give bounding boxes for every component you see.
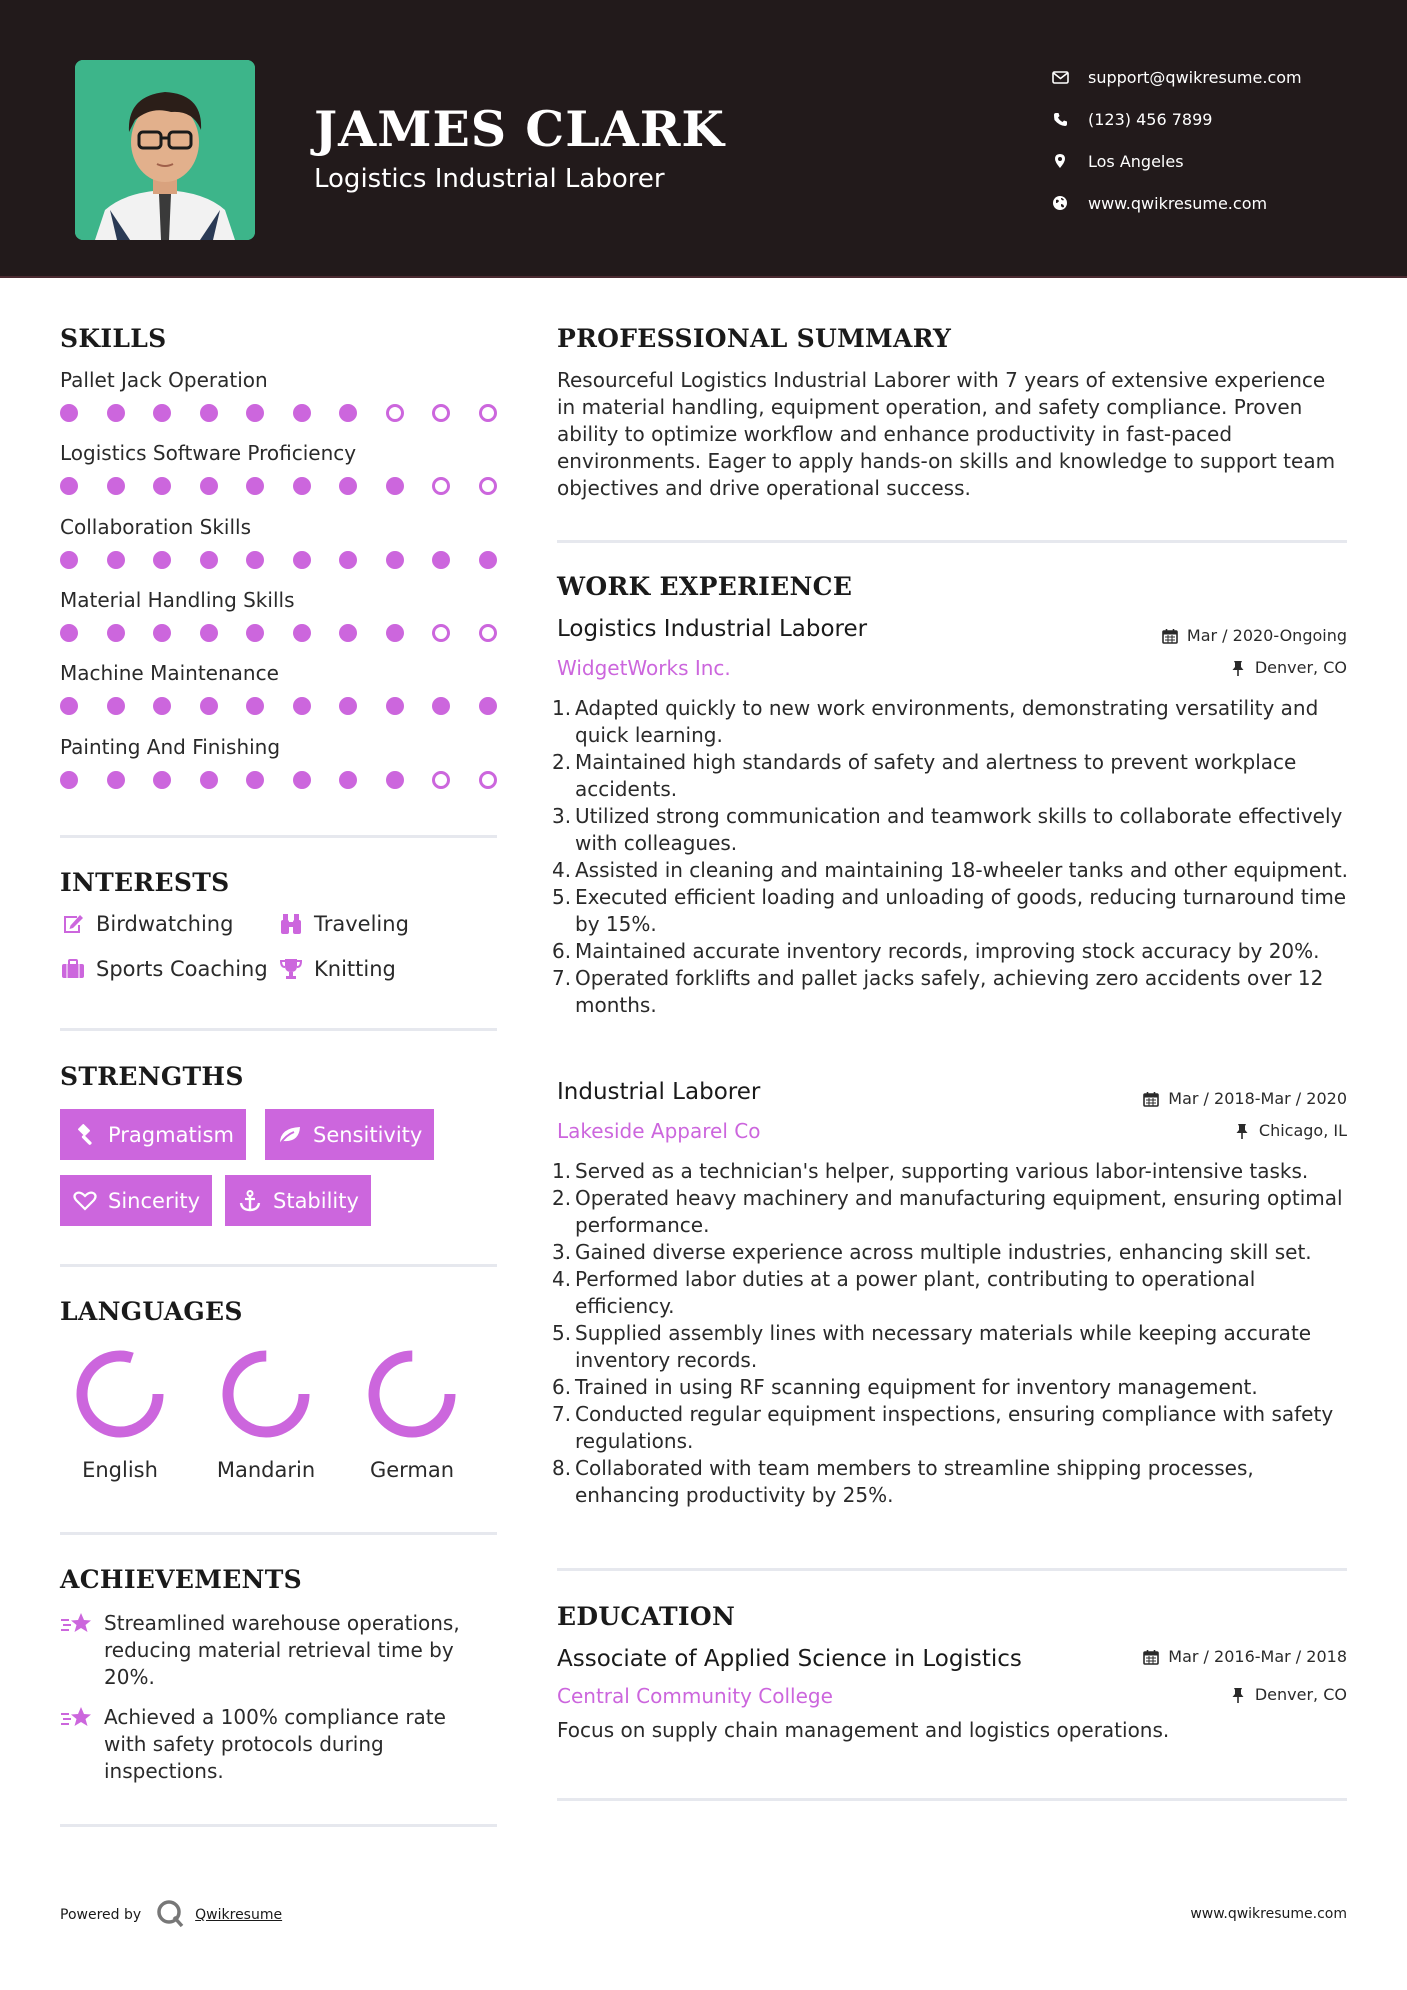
responsibility-text: Served as a technician's helper, supporting various labor-intensive tasks. [575,1159,1309,1183]
rating-dot-filled [60,697,78,715]
list-number: 3. [552,804,572,828]
interest-label: Sports Coaching [96,957,268,981]
interests-divider [60,1028,497,1031]
skill-name: Painting And Finishing [60,734,281,759]
rating-dot-filled [293,477,311,495]
skill-rating [60,771,525,789]
strength-label: Pragmatism [108,1122,234,1147]
achievement-item [60,1704,490,1785]
rating-dot-filled [200,697,218,715]
rating-dot-filled [107,477,125,495]
responsibility-text: Utilized strong communication and teamwork skills to collaborate effectively with colleagues. [575,804,1343,855]
list-number: 8. [552,1456,572,1480]
rating-dot-filled [60,771,78,789]
language-proficiency-ring [220,1348,312,1440]
pushpin-icon [1229,1686,1247,1704]
job-location [1229,658,1347,677]
strength-label: Sensitivity [313,1122,423,1147]
list-number: 5. [552,1321,572,1345]
list-number: 5. [552,885,572,909]
interest-item [60,956,268,982]
skill-name: Pallet Jack Operation [60,368,268,392]
job-location [1233,1121,1347,1140]
skill-rating [60,404,525,422]
contact-list [1050,56,1302,224]
responsibility-text: Collaborated with team members to streamline shipping processes, enhancing productivity by 25%. [575,1456,1254,1507]
responsibility-item [552,938,1352,965]
rating-dot-filled [107,551,125,569]
rating-dot-filled [339,551,357,569]
anchor-icon [237,1188,263,1214]
responsibility-text: Gained diverse experience across multiple industries, enhancing skill set. [575,1240,1312,1264]
responsibility-item [552,1239,1352,1266]
briefcase-icon [60,956,86,982]
contact-email-text: support@qwikresume.com [1088,67,1302,87]
job-title: Logistics Industrial Laborer [557,616,868,642]
language-item [196,1348,336,1482]
responsibility-text: Executed efficient loading and unloading of goods, reducing turnaround time by 15%. [575,885,1347,936]
envelope-icon [1050,67,1070,87]
responsibility-item [552,884,1352,938]
language-proficiency-arc [82,1356,158,1432]
education-dates [1142,1647,1347,1666]
job-location-text: Denver, CO [1254,658,1347,677]
strength-tag [225,1175,371,1226]
rating-dot-filled [153,551,171,569]
rating-dot-filled [339,771,357,789]
skill-rating [60,624,525,642]
job-title: Industrial Laborer [557,1079,761,1105]
rating-dot-filled [200,624,218,642]
list-number: 4. [552,858,572,882]
responsibility-text: Conducted regular equipment inspections, ensuring compliance with safety regulations. [575,1402,1334,1453]
job-dates-text: Mar / 2018-Mar / 2020 [1168,1089,1347,1108]
list-number: 3. [552,1240,572,1264]
interest-label: Birdwatching [96,912,234,936]
skill-name: Machine Maintenance [60,661,279,686]
leaf-icon [277,1122,303,1148]
achievements-divider [60,1824,497,1827]
job-dates [1161,626,1347,645]
responsibility-text: Assisted in cleaning and maintaining 18-wheeler tanks and other equipment. [575,858,1349,882]
job-responsibilities [552,1158,1352,1509]
heart-icon [72,1188,98,1214]
company-name: WidgetWorks Inc. [557,656,731,680]
responsibility-text: Maintained high standards of safety and alertness to prevent workplace accidents. [575,750,1297,801]
rating-dot-empty [432,404,450,422]
rating-dot-empty [479,477,497,495]
interest-item [278,956,396,982]
responsibility-text: Operated heavy machinery and manufacturing equipment, ensuring optimal performance. [575,1186,1343,1237]
qwikresume-logo-icon [155,1898,185,1932]
summary-divider [557,540,1347,543]
rating-dot-filled [293,551,311,569]
list-number: 7. [552,1402,572,1426]
responsibility-item [552,857,1352,884]
rating-dot-empty [479,404,497,422]
calendar-icon [1142,1648,1160,1666]
rating-dot-filled [200,404,218,422]
rating-dot-filled [107,697,125,715]
skill-name: Material Handling Skills [60,587,295,612]
responsibility-item [552,1320,1352,1374]
language-name: German [369,1458,455,1482]
candidate-name: JAMES CLARK [314,100,726,158]
footer-powered-by [60,1898,282,1932]
language-proficiency-ring [366,1348,458,1440]
summary-heading: PROFESSIONAL SUMMARY [557,324,952,353]
education-divider [557,1798,1347,1801]
list-number: 1. [552,696,572,720]
achievement-text: Streamlined warehouse operations, reducing material retrieval time by 20%. [104,1611,460,1689]
rating-dot-filled [293,404,311,422]
rating-dot-filled [153,477,171,495]
location-pin-icon [1050,151,1070,171]
calendar-icon [1161,627,1179,645]
job-dates [1142,1089,1347,1108]
strength-label: Sincerity [108,1188,201,1213]
interest-item [278,911,409,937]
languages-heading: LANGUAGES [60,1297,243,1326]
responsibility-text: Operated forklifts and pallet jacks safely, achieving zero accidents over 12 months. [575,966,1324,1017]
rating-dot-empty [386,404,404,422]
responsibility-text: Adapted quickly to new work environments, demonstrating versatility and quick learning. [575,696,1319,747]
summary-text: Resourceful Logistics Industrial Laborer with 7 years of extensive experience in material handling, equipment operation, and safety compliance. Proven ability to optimize workflow and enhance productivity in fast-paced environments. Eager to apply hands-on skills and knowledge to support team objectives and drive operational success. [557,368,1336,500]
rating-dot-filled [246,404,264,422]
rating-dot-filled [107,404,125,422]
strength-tag [265,1109,434,1160]
company-name: Lakeside Apparel Co [557,1119,761,1143]
responsibility-item [552,1374,1352,1401]
contact-phone[interactable] [1050,98,1302,140]
gavel-icon [72,1122,98,1148]
strengths-heading: STRENGTHS [60,1062,244,1091]
rating-dot-empty [432,477,450,495]
shooting-star-icon [60,1704,94,1734]
rating-dot-filled [200,477,218,495]
responsibility-text: Performed labor duties at a power plant, contributing to operational efficiency. [575,1267,1256,1318]
skill-name: Collaboration Skills [60,514,252,539]
header-divider [0,276,1407,278]
responsibility-item [552,749,1352,803]
achievement-text: Achieved a 100% compliance rate with safety protocols during inspections. [104,1705,446,1783]
rating-dot-filled [479,697,497,715]
contact-phone-text: (123) 456 7899 [1088,109,1213,129]
responsibility-item [552,1266,1352,1320]
phone-icon [1050,109,1070,129]
list-number: 1. [552,1159,572,1183]
rating-dot-filled [246,477,264,495]
rating-dot-filled [60,624,78,642]
experience-divider [557,1568,1347,1571]
skill-rating [60,477,525,495]
responsibility-text: Supplied assembly lines with necessary materials while keeping accurate inventory records. [575,1321,1312,1372]
rating-dot-filled [339,477,357,495]
rating-dot-filled [153,624,171,642]
experience-heading: WORK EXPERIENCE [557,572,853,601]
language-name: English [82,1458,158,1482]
rating-dot-filled [293,624,311,642]
rating-dot-filled [153,404,171,422]
education-dates-text: Mar / 2016-Mar / 2018 [1168,1647,1347,1666]
responsibility-item [552,1401,1352,1455]
rating-dot-filled [386,477,404,495]
avatar-illustration [75,60,255,240]
rating-dot-filled [432,697,450,715]
education-location [1229,1685,1347,1704]
skills-heading: SKILLS [60,324,167,353]
list-number: 7. [552,966,572,990]
responsibility-item [552,965,1352,1019]
job-responsibilities [552,695,1352,1019]
rating-dot-filled [246,771,264,789]
strength-label: Stability [273,1188,359,1213]
rating-dot-filled [246,551,264,569]
interest-item [60,911,233,937]
language-proficiency-arc [228,1356,304,1432]
rating-dot-filled [386,551,404,569]
education-location-text: Denver, CO [1254,1685,1347,1704]
contact-website[interactable] [1050,182,1302,224]
skills-divider [60,835,497,838]
achievement-item [60,1610,490,1691]
language-proficiency-arc [374,1356,450,1432]
rating-dot-filled [107,624,125,642]
responsibility-item [552,803,1352,857]
responsibility-item [552,1455,1352,1509]
contact-location-text: Los Angeles [1088,151,1184,171]
skill-rating [60,697,525,715]
language-name: Mandarin [216,1458,316,1482]
degree-title: Associate of Applied Science in Logistics [557,1646,1022,1672]
language-proficiency-ring [74,1348,166,1440]
interest-label: Knitting [314,957,396,981]
qwikresume-link[interactable]: Qwikresume [195,1907,283,1923]
rating-dot-filled [246,697,264,715]
education-heading: EDUCATION [557,1602,736,1631]
languages-divider [60,1532,497,1535]
rating-dot-filled [293,697,311,715]
rating-dot-filled [339,404,357,422]
list-number: 6. [552,939,572,963]
responsibility-item [552,695,1352,749]
pushpin-icon [1229,659,1247,677]
education-description: Focus on supply chain management and logistics operations. [557,1718,1170,1742]
list-number: 2. [552,750,572,774]
language-item [342,1348,482,1482]
powered-by-label: Powered by [60,1907,142,1923]
responsibility-text: Maintained accurate inventory records, improving stock accuracy by 20%. [575,939,1320,963]
candidate-role: Logistics Industrial Laborer [314,164,665,194]
rating-dot-filled [246,624,264,642]
skill-rating [60,551,525,569]
profile-photo [75,60,255,240]
pencil-square-icon [60,911,86,937]
footer-url[interactable]: www.qwikresume.com [1190,1906,1347,1922]
school-name: Central Community College [557,1684,833,1708]
contact-website-text: www.qwikresume.com [1088,193,1268,213]
rating-dot-empty [432,624,450,642]
contact-location [1050,140,1302,182]
interest-label: Traveling [314,912,409,936]
skill-name: Logistics Software Proficiency [60,441,357,466]
rating-dot-filled [432,551,450,569]
responsibility-item [552,1185,1352,1239]
trophy-icon [278,956,304,982]
achievements-heading: ACHIEVEMENTS [60,1565,302,1594]
rating-dot-filled [107,771,125,789]
rating-dot-filled [479,551,497,569]
calendar-icon [1142,1090,1160,1108]
job-dates-text: Mar / 2020-Ongoing [1186,626,1347,645]
job-location-text: Chicago, IL [1258,1121,1347,1140]
rating-dot-filled [386,771,404,789]
strengths-divider [60,1264,497,1267]
strength-tag [60,1175,212,1226]
responsibility-item [552,1158,1352,1185]
rating-dot-filled [339,624,357,642]
list-number: 4. [552,1267,572,1291]
list-number: 6. [552,1375,572,1399]
rating-dot-filled [293,771,311,789]
shooting-star-icon [60,1610,94,1640]
rating-dot-filled [339,697,357,715]
pushpin-icon [1233,1122,1251,1140]
rating-dot-filled [386,697,404,715]
binoculars-icon [278,911,304,937]
list-number: 2. [552,1186,572,1210]
responsibility-text: Trained in using RF scanning equipment for inventory management. [575,1375,1258,1399]
interests-heading: INTERESTS [60,868,230,897]
rating-dot-filled [60,551,78,569]
rating-dot-filled [200,551,218,569]
rating-dot-filled [386,624,404,642]
strength-tag [60,1109,246,1160]
rating-dot-filled [200,771,218,789]
language-item [50,1348,190,1482]
rating-dot-filled [153,771,171,789]
rating-dot-filled [153,697,171,715]
rating-dot-empty [432,771,450,789]
globe-icon [1050,193,1070,213]
contact-email[interactable] [1050,56,1302,98]
rating-dot-empty [479,624,497,642]
rating-dot-filled [60,477,78,495]
rating-dot-filled [60,404,78,422]
rating-dot-empty [479,771,497,789]
